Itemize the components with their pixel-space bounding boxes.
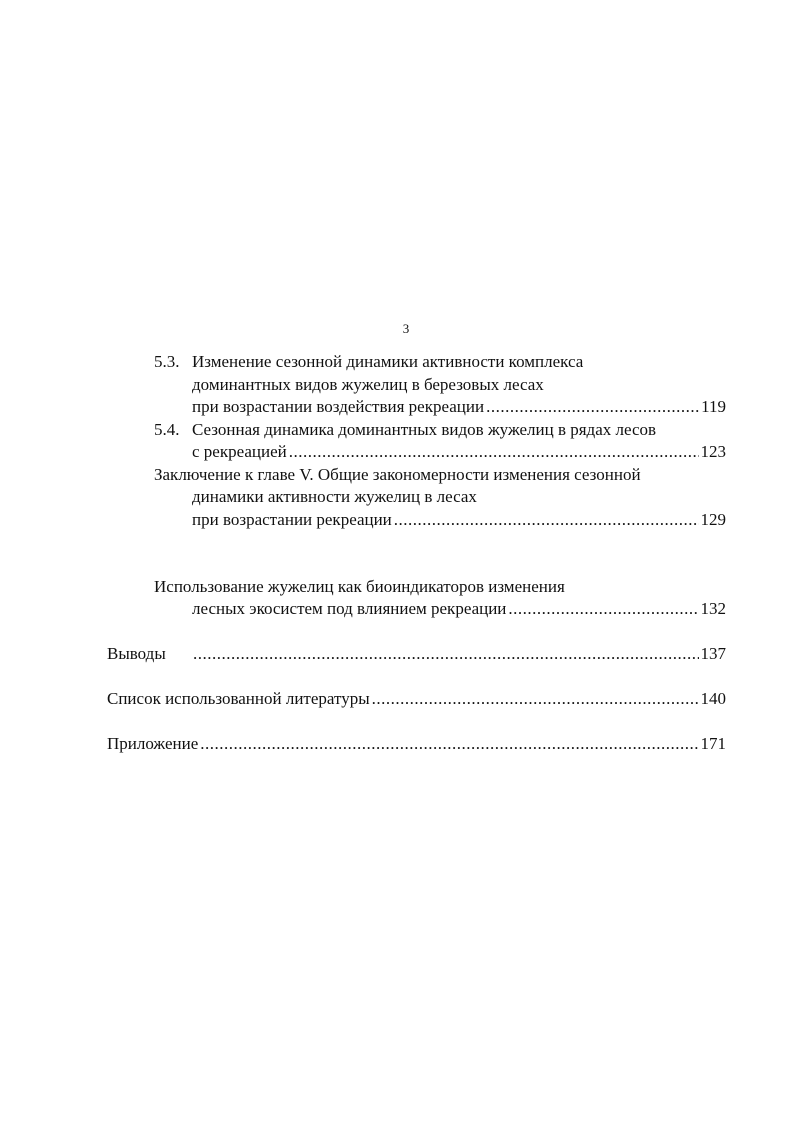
toc-conclusion-line-1 [154, 464, 641, 486]
toc-conclusion-line-3 [192, 509, 726, 531]
dot-leader [508, 598, 698, 620]
toc-entry-title: Изменение сезонной динамики активности комплекса [192, 352, 584, 371]
toc-references [107, 688, 726, 710]
dot-leader [486, 396, 699, 418]
toc-entry-title: Заключение к главе V. Общие закономерности изменения сезонной [154, 465, 641, 484]
toc-bioindicators-line-2 [192, 598, 726, 620]
toc-entry-title: при возрастании воздействия рекреации [192, 397, 485, 416]
dot-leader [289, 441, 699, 463]
toc-page-number: 137 [700, 644, 726, 663]
toc-page-number: 132 [700, 599, 726, 618]
toc-page-number: 140 [700, 689, 726, 708]
toc-5-3-line-2 [192, 374, 544, 396]
section-number: 5.3. [154, 352, 180, 371]
toc-5-4-line-2 [192, 441, 726, 463]
toc-conclusion-line-2 [192, 486, 477, 508]
dot-leader [372, 688, 699, 710]
toc-entry-title: Список использованной литературы [107, 689, 370, 708]
dot-leader [394, 509, 699, 531]
toc-entry-title: доминантных видов жужелиц в березовых лесах [192, 375, 544, 394]
page-number: 3 [402, 321, 410, 336]
toc-entry-title: лесных экосистем под влиянием рекреации [192, 599, 507, 618]
toc-entry-title: Сезонная динамика доминантных видов жужелиц в рядах лесов [192, 420, 657, 439]
toc-entry-title: динамики активности жужелиц в лесах [192, 487, 477, 506]
toc-5-4-line-1 [154, 419, 656, 441]
dot-leader [200, 733, 698, 755]
toc-page-number: 119 [701, 397, 726, 416]
toc-page-number: 129 [700, 510, 726, 529]
toc-entry-title: с рекреацией [192, 442, 287, 461]
toc-conclusions [107, 643, 726, 665]
toc-appendix [107, 733, 726, 755]
toc-entry-title: Выводы [107, 644, 166, 663]
toc-entry-title: при возрастании рекреации [192, 510, 392, 529]
toc-page-number: 171 [700, 734, 726, 753]
toc-entry-title: Приложение [107, 734, 199, 753]
toc-5-3-line-3 [192, 396, 726, 418]
toc-page-number: 123 [700, 442, 726, 461]
toc-5-3-line-1 [154, 351, 583, 373]
toc-bioindicators-line-1 [154, 576, 565, 598]
section-number: 5.4. [154, 420, 180, 439]
toc-entry-title: Использование жужелиц как биоиндикаторов изменения [154, 577, 565, 596]
dot-leader [193, 643, 699, 665]
